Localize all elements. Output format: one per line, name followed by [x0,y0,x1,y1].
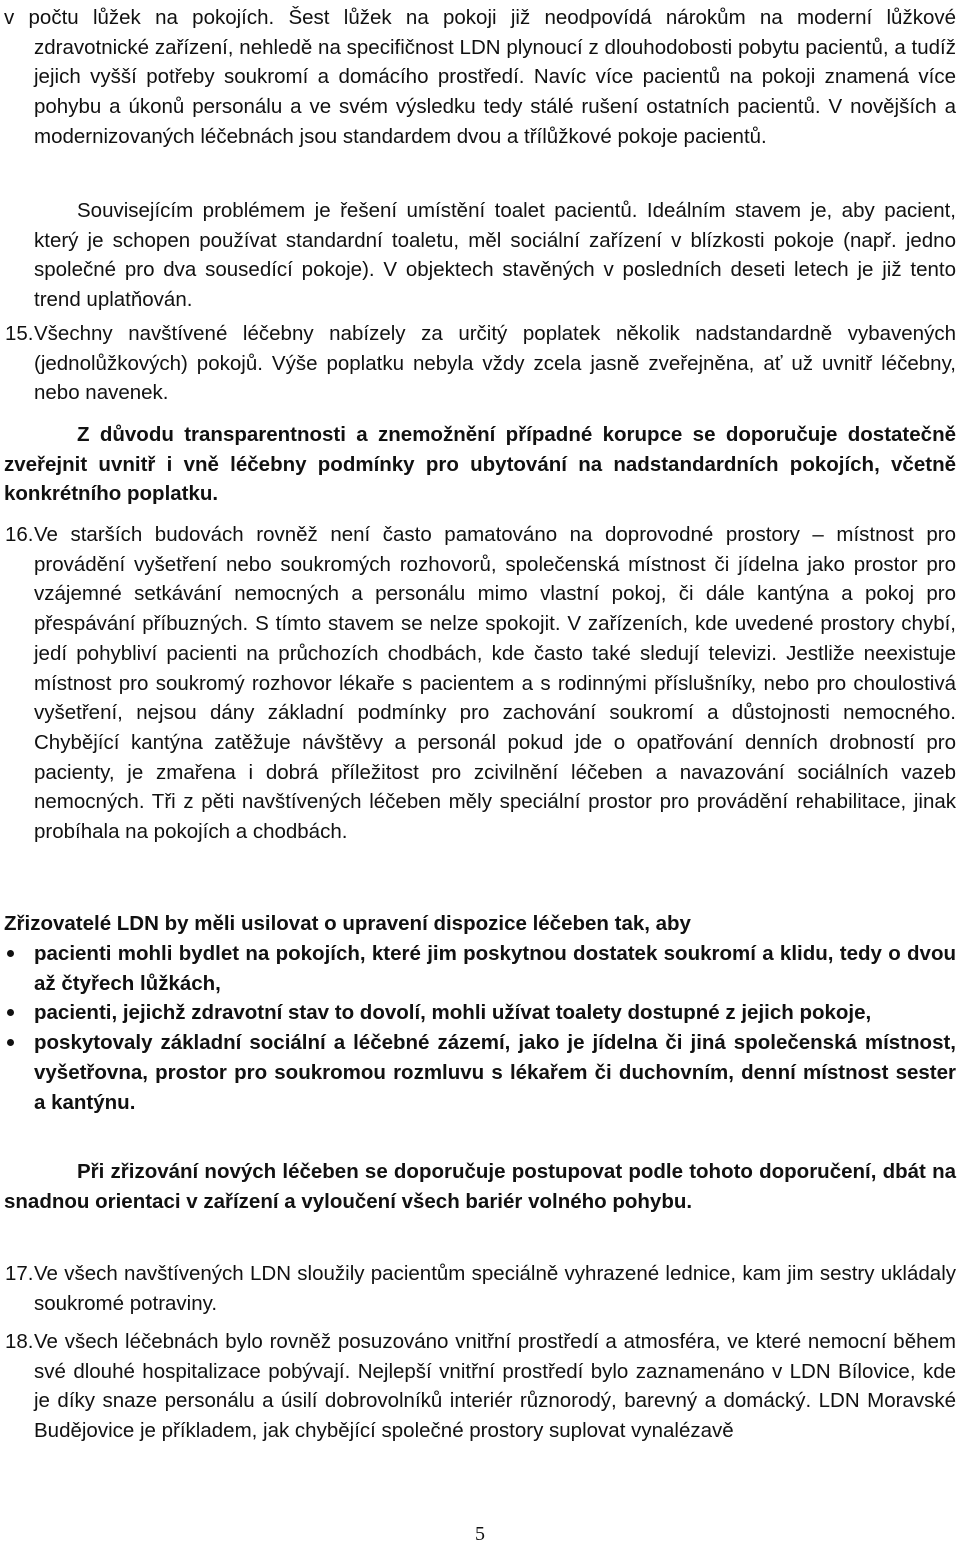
bullet-icon [7,950,14,957]
recommendation-new-facilities: Při zřizování nových léčeben se doporučuje postupovat podle tohoto doporučení, dbát na snadnou orientaci v zařízení a vyloučení všech bariér volného pohybu. [4,1160,956,1213]
paragraph-number: 17. [5,1262,34,1285]
paragraph-text: Ve starších budovách rovněž není často pamatováno na doprovodné prostory – místnost pro provádění vyšetření nebo soukromých rozhovorů, společenská místnost či jídelna jako prostor pro vzájemné setkávání nemocných a personálu mimo vlastní pokoj, či dále kantýna a pokoj pro přespávání příbuzných. S tímto stavem se nelze spokojit. V zařízeních, kde uvedené prostory chybí, jedí pohybliví pacienti na průchozích chodbách, kde často také sledují televizi. Jestliže neexistuje místnost pro soukromý rozhovor lékaře s pacientem a s rodinnými příslušníky, nebo pro choulostivá vyšetření, nejsou dány základní podmínky pro zachování soukromí a důstojnosti nemocného. Chybějící kantýna zatěžuje návštěvy a personál pokud jde o opatřování denních drobností pro pacienty, je zmařena i dobrá příležitost pro zcivilnění léčeben a navazování sociálních vazeb nemocných. Tři z pěti navštívených léčeben měly speciální prostor pro provádění rehabilitace, jinak probíhala na pokojích a chodbách. [34,523,956,844]
paragraph-number: 18. [5,1330,34,1353]
bullet-icon [7,1009,14,1016]
paragraph-text: Ve všech navštívených LDN sloužily pacientům speciálně vyhrazené lednice, kam jim sestry ukládaly soukromé potraviny. [34,1262,956,1315]
list-item: poskytovaly základní sociální a léčebné zázemí, jako je jídelna či jiná společenská místnost, vyšetřovna, prostor pro soukromou rozmluvu s lékařem či duchovním, denní místnost sester a kantýnu. [0,1028,956,1117]
list-item: pacienti, jejichž zdravotní stav to dovolí, mohli užívat toalety dostupné z jejich pokoje, [0,998,956,1028]
bullet-icon [7,1039,14,1046]
list-item: pacienti mohli bydlet na pokojích, které jim poskytnou dostatek soukromí a klidu, tedy o dvou až čtyřech lůžkách, [0,939,956,998]
recommendation-intro: Zřizovatelé LDN by měli usilovat o upravení dispozice léčeben tak, aby [4,912,691,935]
recommendation-bullet-list [0,939,956,1117]
page-number: 5 [475,1523,485,1545]
paragraph-number: 16. [5,523,34,546]
paragraph-text: Ve všech léčebnách bylo rovněž posuzováno vnitřní prostředí a atmosféra, ve které nemocní během své dlouhé hospitalizace pobývají. Nejlepší vnitřní prostředí bylo zaznamenáno v LDN Bílovice, kde je díky snaze personálu a úsilí dobrovolníků interiér různorodý, barevný a domácký. LDN Moravské Budějovice je příkladem, jak chybějící společné prostory suplovat vynalézavě [34,1330,956,1443]
recommendation-transparency: Z důvodu transparentnosti a znemožnění případné korupce se doporučuje dostatečně zveřejnit uvnitř i vně léčebny podmínky pro ubytování na nadstandardních pokojích, včetně konkrétního poplatku. [4,423,956,506]
intro-paragraph-2: Souvisejícím problémem je řešení umístění toalet pacientů. Ideálním stavem je, aby pacient, který je schopen používat standardní toaletu, měl sociální zařízení v blízkosti pokoje (např. jedno společné pro dva sousedící pokoje). V objektech stavěných v posledních deseti letech je již tento trend uplatňován. [34,199,956,312]
intro-paragraph-1: v počtu lůžek na pokojích. Šest lůžek na pokoji již neodpovídá nárokům na moderní lůžkové zdravotnické zařízení, nehledě na specifičnost LDN plynoucí z dlouhodobosti pobytu pacientů, a tudíž jejich vyšší potřeby soukromí a domácího prostředí. Navíc více pacientů na pokoji znamená více pohybu a úkonů personálu a ve svém výsledku tedy stálé rušení ostatních pacientů. V novějších a modernizovaných léčebnách jsou standardem dvou a třílůžkové pokoje pacientů. [4,6,956,148]
paragraph-number: 15. [5,322,34,345]
paragraph-text: Všechny navštívené léčebny nabízely za určitý poplatek několik nadstandardně vybavených (jednolůžkových) pokojů. Výše poplatku nebyla vždy zcela jasně zveřejněna, ať už uvnitř léčebny, nebo navenek. [34,322,956,405]
